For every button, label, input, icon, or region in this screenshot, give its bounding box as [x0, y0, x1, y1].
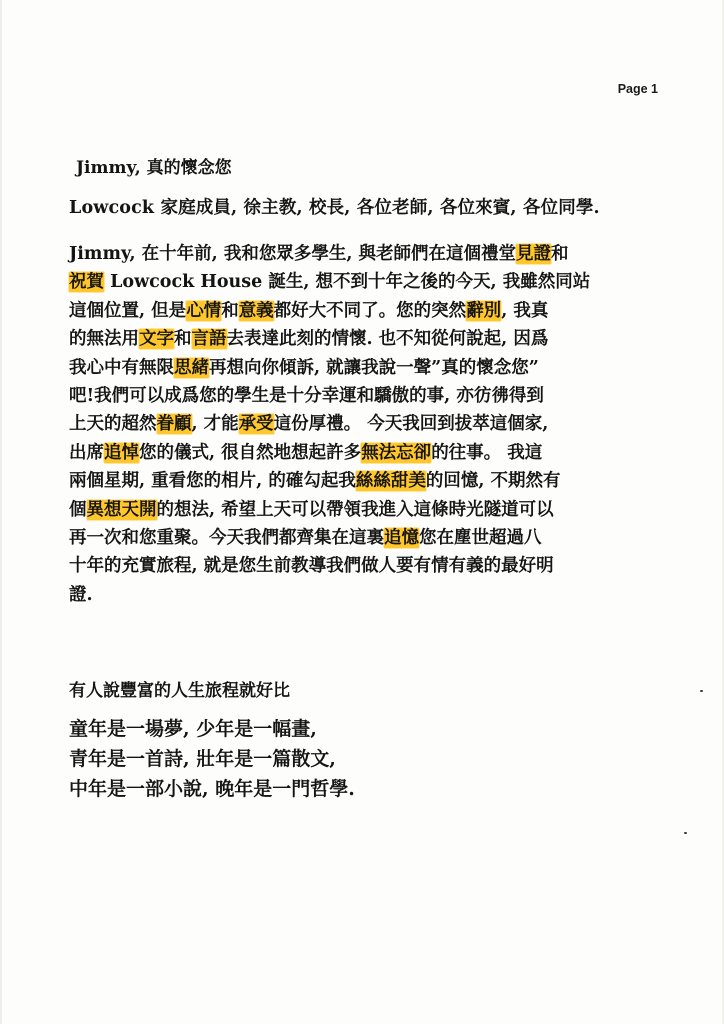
highlighted-phrase: 見證 — [516, 244, 552, 264]
letter-title: Jimmy, 真的懷念您 — [76, 158, 232, 178]
body-paragraph — [69, 240, 679, 609]
text-run: 出席 — [69, 442, 104, 463]
text-run: 我心中有無限 — [69, 357, 174, 378]
paragraph-line — [69, 382, 679, 410]
text-run: 這個位置, 但是 — [69, 300, 187, 321]
highlighted-phrase: 眷顧 — [156, 414, 192, 435]
highlighted-phrase: 文字 — [139, 329, 174, 350]
text-run: 證. — [69, 584, 93, 605]
text-run: 的無法用 — [69, 329, 139, 350]
highlighted-phrase: 辭別 — [466, 300, 502, 321]
highlighted-phrase: 絲絲甜美 — [355, 471, 426, 492]
paragraph-line — [69, 354, 679, 382]
highlighted-phrase: 承受 — [238, 414, 274, 435]
poem-line: 青年是一首詩, 壯年是一篇散文, — [69, 748, 336, 770]
scan-speck — [684, 832, 687, 834]
paragraph-line — [69, 496, 679, 524]
text-run: 的想法, 希望上天可以帶領我進入這條時光隧道可以 — [156, 499, 554, 520]
salutation-line: Lowcock 家庭成員, 徐主教, 校長, 各位老師, 各位來賓, 各位同學. — [69, 198, 600, 218]
paragraph-line — [69, 467, 679, 495]
text-run: 再想向你傾訴, 就讓我說一聲”真的懷念您” — [209, 357, 539, 378]
text-run: 和 — [221, 300, 239, 321]
lead-sentence: 有人說豐富的人生旅程就好比 — [69, 681, 290, 701]
text-run: 和 — [551, 244, 569, 264]
text-run: 這份厚禮。 今天我回到拔萃這個家, — [273, 414, 549, 435]
text-run: 的往事。 我這 — [431, 442, 543, 463]
text-run: 十年的充實旅程, 就是您生前教導我們做人要有情有義的最好明 — [69, 556, 554, 577]
text-run: , 我真 — [501, 300, 549, 321]
highlighted-phrase: 心情 — [186, 300, 222, 321]
scan-speck — [700, 690, 703, 692]
poem-line: 中年是一部小說, 晚年是一門哲學. — [69, 778, 355, 800]
paragraph-line — [69, 240, 679, 268]
paragraph-line — [69, 439, 679, 467]
highlighted-phrase: 思緒 — [174, 357, 209, 378]
poem-line: 童年是一場夢, 少年是一幅畫, — [69, 718, 317, 740]
highlighted-phrase: 追憶 — [384, 528, 419, 549]
text-run: 您的儀式, 很自然地想起許多 — [139, 442, 362, 463]
paragraph-line — [69, 552, 679, 580]
poem-block — [69, 714, 355, 804]
text-run: 您在塵世超過八 — [419, 528, 542, 549]
text-run: 的回憶, 不期然有 — [425, 471, 561, 492]
highlighted-phrase: 追悼 — [104, 442, 139, 463]
paragraph-line — [69, 581, 679, 609]
text-run: 去表達此刻的情懷. 也不知從何說起, 因爲 — [226, 329, 549, 350]
text-run: Jimmy, 在十年前, 我和您眾多學生, 與老師們在這個禮堂 — [69, 244, 517, 264]
text-run: 兩個星期, 重看您的相片, 的確勾起我 — [69, 471, 356, 492]
text-run: 上天的超然 — [69, 414, 157, 435]
page-number: Page 1 — [617, 82, 658, 96]
paragraph-line — [69, 297, 679, 325]
text-run: 吧!我們可以成爲您的學生是十分幸運和驕傲的事, 亦彷彿得到 — [69, 386, 544, 407]
text-run: 和 — [174, 329, 192, 350]
highlighted-phrase: 祝賀 — [69, 272, 104, 293]
paragraph-line — [69, 524, 679, 552]
highlighted-phrase: 異想天開 — [86, 499, 157, 520]
paragraph-line — [69, 268, 679, 296]
text-run: , 才能 — [191, 414, 239, 435]
text-run: 個 — [69, 499, 87, 520]
highlighted-phrase: 無法忘卻 — [361, 442, 432, 463]
highlighted-phrase: 意義 — [238, 300, 274, 321]
text-run: 再一次和您重聚。今天我們都齊集在這裏 — [69, 528, 384, 549]
paragraph-line — [69, 325, 679, 353]
text-run: Lowcock House 誕生, 想不到十年之後的今天, 我雖然同站 — [104, 272, 591, 293]
text-run: 都好大不同了。您的突然 — [273, 300, 467, 321]
paragraph-line — [69, 410, 679, 438]
highlighted-phrase: 言語 — [191, 329, 227, 350]
